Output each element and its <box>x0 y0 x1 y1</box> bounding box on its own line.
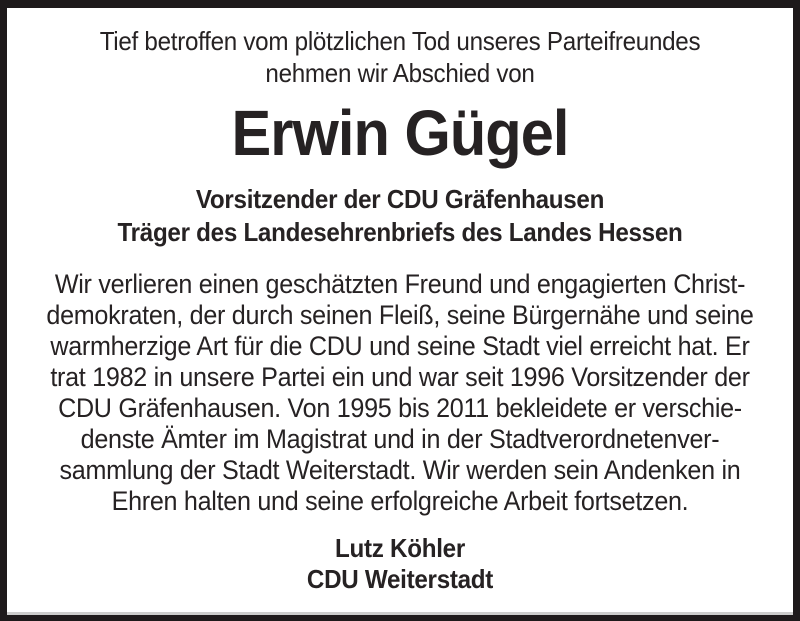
body-line: demokraten, der durch seinen Fleiß, seine Bürgernähe und seine <box>46 300 754 330</box>
signature-name: Lutz Köhler <box>335 533 465 563</box>
body-line: CDU Gräfenhausen. Von 1995 bis 2011 bekleidete er verschie- <box>58 393 742 423</box>
intro-line-2: nehmen wir Abschied von <box>265 58 535 88</box>
deceased-titles <box>35 183 766 249</box>
title-line-2: Träger des Landesehrenbriefs des Landes Hessen <box>117 217 683 247</box>
intro-text <box>35 25 766 89</box>
signature-organization: CDU Weiterstadt <box>306 564 494 594</box>
body-line: sammlung der Stadt Weiterstadt. Wir werden sein Andenken in <box>59 455 741 485</box>
title-line-1: Vorsitzender der CDU Gräfenhausen <box>195 184 605 214</box>
notice-content <box>35 8 766 595</box>
body-line: Ehren halten und seine erfolgreiche Arbeit fortsetzen. <box>111 486 689 516</box>
body-line: Wir verlieren einen geschätzten Freund und engagierten Christ- <box>54 269 746 299</box>
body-line: warmherzige Art für die CDU und seine Stadt viel erreicht hat. Er <box>50 331 750 361</box>
obituary-body <box>35 269 766 517</box>
signature-block <box>35 533 766 595</box>
intro-line-1: Tief betroffen vom plötzlichen Tod unseres Parteifreundes <box>99 26 701 56</box>
body-line: trat 1982 in unsere Partei ein und war seit 1996 Vorsitzender der <box>50 362 750 392</box>
deceased-name: Erwin Gügel <box>231 97 569 169</box>
body-line: denste Ämter im Magistrat und in der Stadtverordnetenver- <box>80 424 720 454</box>
